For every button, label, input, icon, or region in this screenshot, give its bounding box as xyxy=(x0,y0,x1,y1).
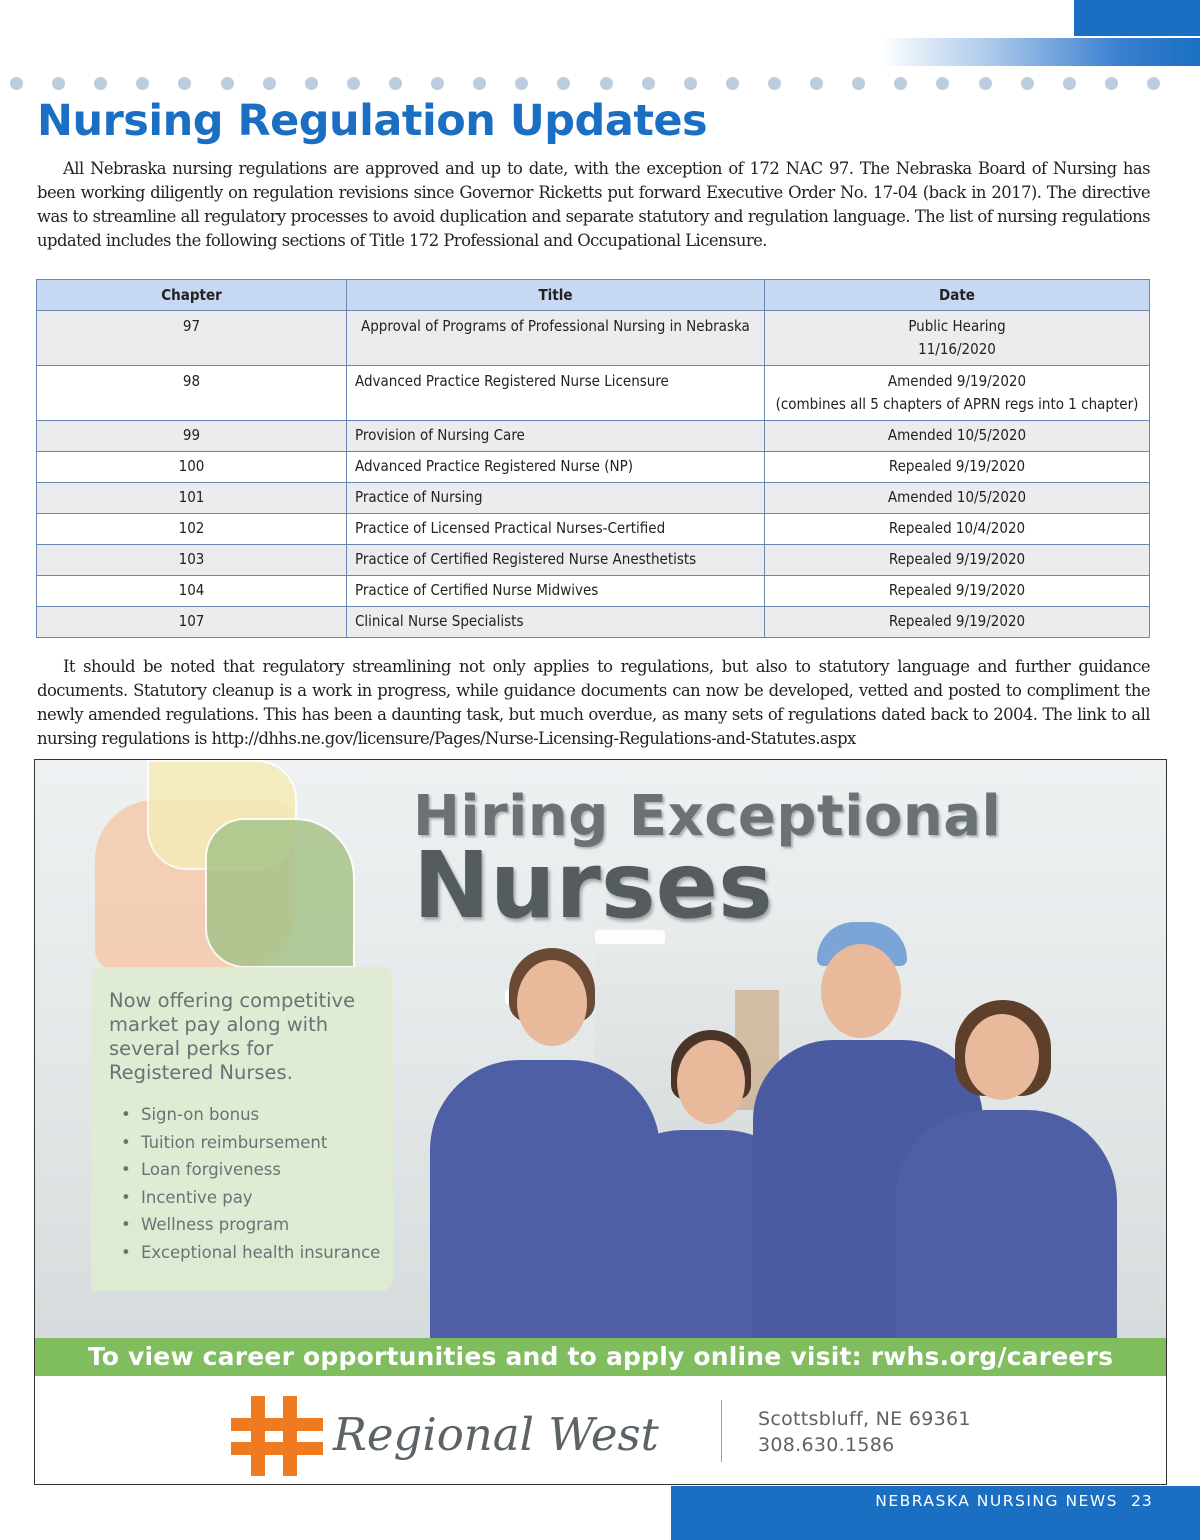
table-row xyxy=(37,545,1150,576)
corner-decor-gradient xyxy=(880,38,1200,66)
footer-bar xyxy=(671,1486,1200,1540)
perks-panel xyxy=(91,967,393,1291)
ad-divider xyxy=(721,1400,722,1462)
cell-chapter: 104 xyxy=(37,576,347,607)
table-row xyxy=(37,514,1150,545)
cell-date: Repealed 9/19/2020 xyxy=(765,576,1150,607)
regional-west-logo-icon xyxy=(231,1396,323,1476)
perk-item: • Sign-on bonus xyxy=(121,1105,381,1126)
cell-date-line2: (combines all 5 chapters of APRN regs into 1 chapter) xyxy=(775,395,1139,413)
intro-text: All Nebraska nursing regulations are approved and up to date, with the exception of 172 NAC 97. The Nebraska Board of Nursing has been working diligently on regulation revisions since Governor Ricketts put forward Executive Order No. 17-04 (back in 2017). The directive was to streamline all regulatory processes to avoid duplication and separate statutory and regulation language. The list of nursing regulations updated includes the following sections of Title 172 Professional and Occupational Licensure. xyxy=(37,159,1150,250)
ad-headline-2: Nurses xyxy=(413,832,773,939)
cell-chapter: 100 xyxy=(37,452,347,483)
decor-shape-green xyxy=(205,818,355,968)
cell-title xyxy=(347,311,765,366)
logo-wordmark: Regional West xyxy=(333,1408,659,1461)
cell-title: Practice of Licensed Practical Nurses-Certified xyxy=(347,514,765,545)
table-row xyxy=(37,607,1150,638)
dot-divider xyxy=(10,77,1200,91)
cell-date: Amended 10/5/2020 xyxy=(765,483,1150,514)
cell-date: Repealed 9/19/2020 xyxy=(765,545,1150,576)
page-title: Nursing Regulation Updates xyxy=(37,96,708,146)
table-row xyxy=(37,483,1150,514)
cell-title: Practice of Certified Nurse Midwives xyxy=(347,576,765,607)
cell-title: Advanced Practice Registered Nurse Licensure xyxy=(347,366,765,421)
cell-date xyxy=(765,366,1150,421)
cell-title-text: Approval of Programs of Professional Nursing in Nebraska xyxy=(361,317,750,335)
header-chapter: Chapter xyxy=(37,280,347,311)
cell-chapter: 99 xyxy=(37,421,347,452)
perk-item: • Wellness program xyxy=(121,1215,381,1236)
cell-date: Amended 10/5/2020 xyxy=(765,421,1150,452)
header-date: Date xyxy=(765,280,1150,311)
perk-item: • Loan forgiveness xyxy=(121,1160,381,1181)
page-number: 23 xyxy=(1131,1492,1153,1510)
perk-item: • Exceptional health insurance xyxy=(121,1243,381,1264)
header-title: Title xyxy=(347,280,765,311)
cell-date-line1: Amended 9/19/2020 xyxy=(887,372,1027,390)
ad-headline-1: Hiring Exceptional xyxy=(413,784,1002,849)
regional-west-advertisement[interactable] xyxy=(34,759,1167,1485)
closing-paragraph xyxy=(37,655,1150,751)
cell-title: Practice of Certified Registered Nurse Anesthetists xyxy=(347,545,765,576)
cell-title: Advanced Practice Registered Nurse (NP) xyxy=(347,452,765,483)
cell-date: Repealed 9/19/2020 xyxy=(765,607,1150,638)
ad-phone[interactable]: 308.630.1586 xyxy=(758,1434,895,1456)
cell-chapter: 98 xyxy=(37,366,347,421)
cell-chapter: 102 xyxy=(37,514,347,545)
cta-text[interactable]: To view career opportunities and to apply online visit: rwhs.org/careers xyxy=(87,1342,1114,1371)
table-header-row xyxy=(37,280,1150,311)
ad-photo xyxy=(35,760,1166,1338)
table-row xyxy=(37,452,1150,483)
cell-date-line1: Public Hearing xyxy=(908,317,1006,335)
table-row xyxy=(37,576,1150,607)
perk-item: • Tuition reimbursement xyxy=(121,1133,381,1154)
perks-list xyxy=(121,1105,381,1270)
corner-decor-block xyxy=(1074,0,1200,36)
cell-title: Provision of Nursing Care xyxy=(347,421,765,452)
regulations-table xyxy=(36,279,1150,638)
cell-chapter: 101 xyxy=(37,483,347,514)
cell-date xyxy=(765,311,1150,366)
table-row xyxy=(37,366,1150,421)
table-row xyxy=(37,421,1150,452)
cell-title: Clinical Nurse Specialists xyxy=(347,607,765,638)
cell-chapter: 103 xyxy=(37,545,347,576)
table-row xyxy=(37,311,1150,366)
cell-title: Practice of Nursing xyxy=(347,483,765,514)
ad-city: Scottsbluff, NE 69361 xyxy=(758,1408,971,1430)
cell-date-line2: 11/16/2020 xyxy=(918,340,996,358)
perks-lead: Now offering competitive market pay along with several perks for Registered Nurses. xyxy=(109,989,356,1084)
intro-paragraph xyxy=(37,157,1150,253)
cta-band[interactable] xyxy=(35,1338,1166,1376)
cell-chapter: 107 xyxy=(37,607,347,638)
perk-item: • Incentive pay xyxy=(121,1188,381,1209)
cell-date: Repealed 9/19/2020 xyxy=(765,452,1150,483)
footer-publication: NEBRASKA NURSING NEWS xyxy=(875,1492,1118,1510)
closing-text: It should be noted that regulatory streamlining not only applies to regulations, but also to statutory language and further guidance documents. Statutory cleanup is a work in progress, while guidance documents can now be developed, vetted and posted to compliment the newly amended regulations. This has been a daunting task, but much overdue, as many sets of regulations dated back to 2004. The link to all nursing regulations is http://dhhs.ne.gov/licensure/Pages/Nurse-Licensing-Regulations-and-Statutes.aspx xyxy=(37,657,1150,748)
cell-chapter: 97 xyxy=(37,311,347,366)
cell-date: Repealed 10/4/2020 xyxy=(765,514,1150,545)
